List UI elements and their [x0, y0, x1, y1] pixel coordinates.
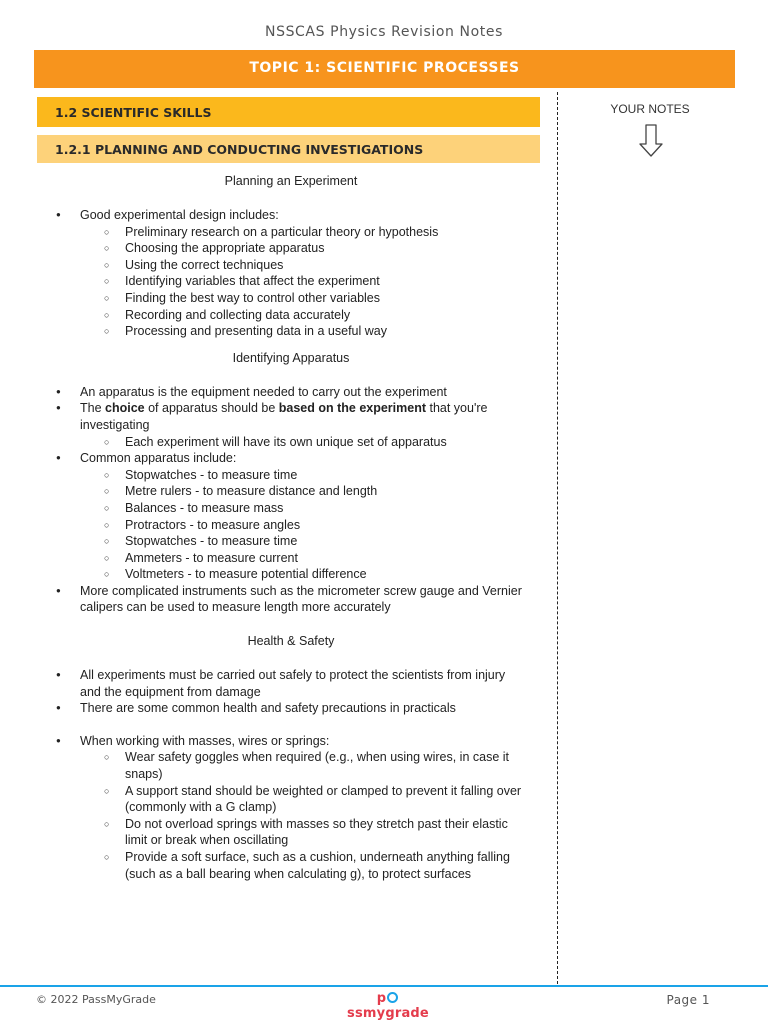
apparatus-list	[56, 384, 526, 616]
list-item: ○ Balances - to measure mass	[104, 500, 526, 517]
list-item	[56, 400, 526, 450]
bold-text: choice	[105, 401, 145, 416]
safety-heading: Health & Safety	[247, 634, 335, 649]
apparatus-sublist	[104, 434, 526, 451]
list-item: ○ Ammeters - to measure current	[104, 550, 526, 567]
topic-banner: TOPIC 1: SCIENTIFIC PROCESSES	[34, 50, 735, 88]
list-item: ● There are some common health and safety precautions in practicals	[56, 700, 526, 717]
list-item: ○ Do not overload springs with masses so they stretch past their elastic limit or break when oscillating	[104, 816, 526, 849]
page-number: Page 1	[666, 993, 710, 1007]
list-item	[56, 450, 526, 583]
list-item: ○ Stopwatches - to measure time	[104, 467, 526, 484]
list-item: ○ Provide a soft surface, such as a cushion, underneath anything falling (such as a ball bearing when calculating g), to protect surfaces	[104, 849, 526, 882]
safety-list	[56, 667, 526, 717]
section-heading: 1.2 SCIENTIFIC SKILLS	[37, 97, 540, 127]
passmygrade-logo	[338, 991, 438, 1021]
your-notes-label: YOUR NOTES	[610, 102, 690, 116]
bold-text: based on the experiment	[278, 401, 427, 416]
logo-ring-icon	[387, 992, 398, 1003]
footer-divider	[0, 985, 768, 987]
list-item: ○ Voltmeters - to measure potential difference	[104, 566, 526, 583]
list-item: ● All experiments must be carried out safely to protect the scientists from injury and the equipment from damage	[56, 667, 526, 700]
document-header-title: NSSCAS Physics Revision Notes	[265, 24, 503, 40]
safety-list-2	[56, 733, 526, 882]
list-item: ○ Metre rulers - to measure distance and length	[104, 483, 526, 500]
list-item: ○ Each experiment will have its own unique set of apparatus	[104, 434, 526, 451]
logo-text-end: ssmygrade	[347, 1006, 429, 1021]
list-item: ○ Identifying variables that affect the experiment	[104, 273, 526, 290]
text-span: of apparatus should be	[144, 401, 279, 416]
list-item: ○ Using the correct techniques	[104, 257, 526, 274]
list-item: ○ A support stand should be weighted or clamped to prevent it falling over (commonly with a G clamp)	[104, 783, 526, 816]
text-span: The	[80, 401, 106, 416]
list-item: ○ Processing and presenting data in a useful way	[104, 323, 526, 340]
list-item: ○ Choosing the appropriate apparatus	[104, 240, 526, 257]
logo-text-start: p	[376, 991, 387, 1006]
list-item: ○ Wear safety goggles when required (e.g., when using wires, in case it snaps)	[104, 749, 526, 782]
list-item: ● An apparatus is the equipment needed to carry out the experiment	[56, 384, 526, 401]
safety-sublist	[104, 749, 526, 882]
list-item	[56, 207, 526, 340]
list-item: ● More complicated instruments such as the micrometer screw gauge and Vernier calipers can be used to measure length more accurately	[56, 583, 526, 616]
planning-sublist	[104, 224, 526, 340]
list-item: ○ Recording and collecting data accurately	[104, 307, 526, 324]
list-item: ○ Stopwatches - to measure time	[104, 533, 526, 550]
list-item: ○ Finding the best way to control other variables	[104, 290, 526, 307]
text-span: that you're investigating	[80, 401, 488, 432]
list-item: ○ Protractors - to measure angles	[104, 517, 526, 534]
notes-content	[56, 172, 526, 882]
list-item	[56, 733, 526, 882]
notes-divider	[557, 92, 558, 984]
footer-copyright: © 2022 PassMyGrade	[36, 993, 156, 1006]
arrow-down-icon	[638, 124, 664, 158]
text-span: Common apparatus include:	[80, 451, 237, 466]
planning-heading: Planning an Experiment	[224, 174, 358, 188]
planning-list	[56, 207, 526, 340]
text-span: When working with masses, wires or springs:	[80, 733, 330, 748]
planning-intro: Good experimental design includes:	[80, 208, 279, 222]
list-item: ○ Preliminary research on a particular theory or hypothesis	[104, 224, 526, 241]
apparatus-heading: Identifying Apparatus	[232, 350, 350, 365]
common-apparatus-list	[104, 467, 526, 583]
subsection-heading: 1.2.1 PLANNING AND CONDUCTING INVESTIGATIONS	[37, 135, 540, 163]
